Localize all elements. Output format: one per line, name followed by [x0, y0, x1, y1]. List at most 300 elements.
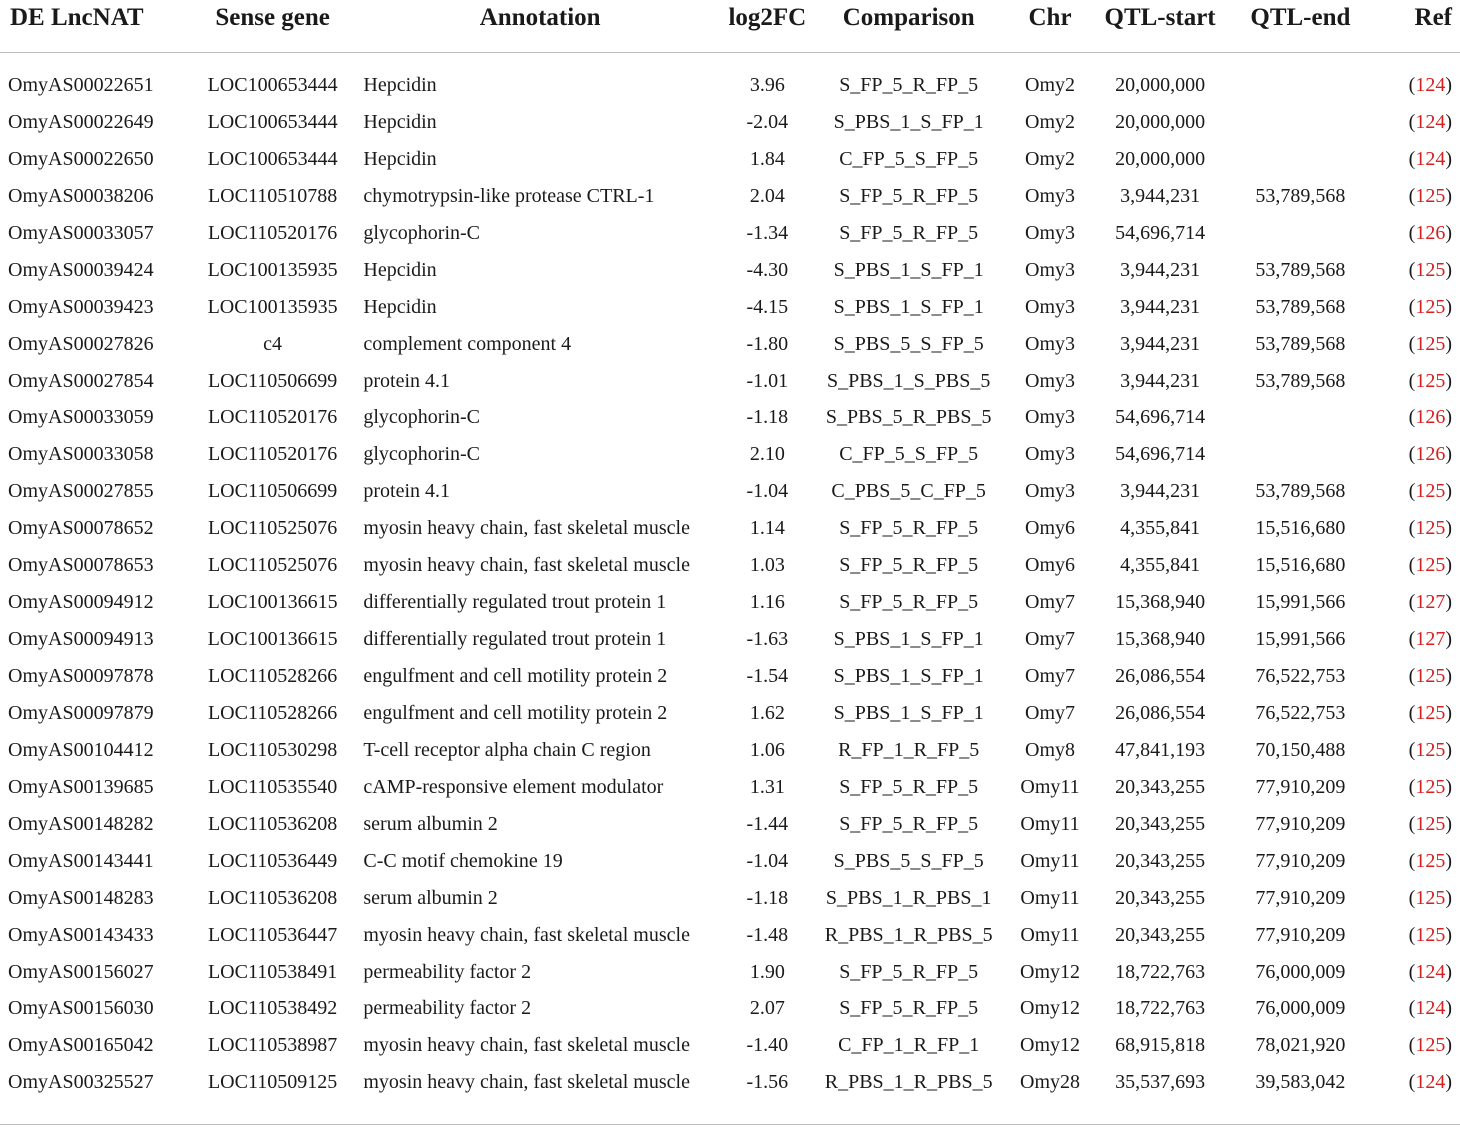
ref-cell: (125) [1408, 369, 1452, 392]
qtl-end-cell: 53,789,568 [1255, 369, 1346, 392]
ref-cell: (125) [1408, 258, 1452, 281]
log2fc-cell: -1.56 [746, 1071, 789, 1094]
reference-link[interactable]: 125 [1415, 517, 1446, 540]
qtl-end-cell: 53,789,568 [1255, 480, 1346, 503]
ref-cell: (124) [1408, 74, 1452, 96]
log2fc-cell: -4.15 [746, 295, 789, 318]
log2fc-cell: 1.16 [749, 591, 785, 614]
sense-gene-cell: LOC110525076 [207, 554, 338, 577]
comparison-cell: S_FP_5_R_FP_5 [839, 775, 979, 798]
comparison-cell: S_PBS_5_R_PBS_5 [825, 406, 992, 429]
qtl-start-cell: 4,355,841 [1120, 517, 1201, 540]
ref-cell: (127) [1408, 591, 1452, 614]
qtl-end-cell: 15,991,566 [1255, 628, 1346, 651]
reference-link[interactable]: 125 [1415, 775, 1446, 798]
table-row [0, 473, 1460, 510]
chr-cell: Omy3 [1025, 443, 1076, 466]
sense-gene-cell: LOC110535540 [207, 775, 338, 798]
chr-cell: Omy2 [1025, 147, 1076, 170]
table-row [0, 436, 1460, 473]
column-header: Comparison [842, 4, 975, 31]
annotation-cell: glycophorin-C [363, 221, 481, 244]
lncnat-cell: OmyAS00027855 [8, 480, 154, 503]
table-row [0, 1064, 1460, 1107]
comparison-cell: R_FP_1_R_FP_5 [838, 738, 980, 761]
annotation-cell: chymotrypsin-like protease CTRL-1 [363, 184, 655, 207]
sense-gene-cell: LOC100135935 [207, 258, 338, 281]
log2fc-cell: -1.40 [746, 1034, 789, 1057]
reference-link[interactable]: 125 [1415, 295, 1446, 318]
reference-link[interactable]: 124 [1415, 1071, 1446, 1094]
qtl-end-cell [1230, 400, 1371, 437]
annotation-cell: differentially regulated trout protein 1 [363, 628, 667, 651]
lncnat-cell: OmyAS00078653 [8, 554, 154, 577]
column-header: Annotation [479, 4, 601, 31]
qtl-start-cell: 47,841,193 [1115, 738, 1206, 761]
chr-cell: Omy3 [1025, 332, 1076, 355]
table-row [0, 252, 1460, 289]
table-row [0, 510, 1460, 547]
qtl-end-cell [1230, 53, 1371, 105]
qtl-end-cell: 78,021,920 [1255, 1034, 1346, 1057]
lncnat-cell: OmyAS00094913 [8, 628, 154, 651]
qtl-start-cell: 20,000,000 [1115, 147, 1206, 170]
log2fc-cell: -1.18 [746, 886, 789, 909]
table-row [0, 178, 1460, 215]
table-row [0, 141, 1460, 178]
log2fc-cell: -1.48 [746, 923, 789, 946]
annotation-cell: engulfment and cell motility protein 2 [363, 665, 668, 688]
log2fc-cell: -4.30 [746, 258, 789, 281]
qtl-start-cell: 54,696,714 [1115, 406, 1206, 429]
qtl-start-cell: 3,944,231 [1120, 332, 1201, 355]
qtl-start-cell: 20,343,255 [1115, 886, 1206, 909]
reference-link[interactable]: 124 [1415, 997, 1446, 1020]
annotation-cell: engulfment and cell motility protein 2 [363, 701, 668, 724]
reference-link[interactable]: 125 [1415, 258, 1446, 281]
comparison-cell: S_PBS_1_S_FP_1 [833, 665, 984, 688]
reference-link[interactable]: 125 [1415, 184, 1446, 207]
qtl-end-cell: 76,522,753 [1255, 665, 1346, 688]
lncnat-cell: OmyAS00139685 [8, 775, 154, 798]
column-header: log2FC [728, 4, 807, 31]
lncnat-cell: OmyAS00039423 [8, 295, 154, 318]
chr-cell: Omy11 [1020, 775, 1080, 798]
sense-gene-cell: LOC110509125 [207, 1071, 338, 1094]
ref-cell: (126) [1408, 443, 1452, 466]
annotation-cell: myosin heavy chain, fast skeletal muscle [363, 923, 690, 946]
table-bottom-rule [0, 1124, 1460, 1125]
comparison-cell: C_FP_5_S_FP_5 [839, 443, 979, 466]
lncnat-cell: OmyAS00022649 [8, 110, 154, 133]
reference-link[interactable]: 125 [1415, 332, 1446, 355]
qtl-end-cell: 15,991,566 [1255, 591, 1346, 614]
log2fc-cell: -1.54 [746, 665, 789, 688]
ref-cell: (124) [1408, 110, 1452, 133]
comparison-cell: S_FP_5_R_FP_5 [839, 74, 979, 96]
log2fc-cell: 1.06 [749, 738, 785, 761]
annotation-cell: differentially regulated trout protein 1 [363, 591, 667, 614]
chr-cell: Omy11 [1020, 812, 1080, 835]
table-row [0, 547, 1460, 584]
reference-link[interactable]: 125 [1415, 665, 1446, 688]
ref-cell: (125) [1408, 775, 1452, 798]
annotation-cell: Hepcidin [363, 258, 437, 281]
comparison-cell: S_PBS_1_S_FP_1 [833, 628, 984, 651]
ref-cell: (124) [1408, 997, 1452, 1020]
qtl-start-cell: 3,944,231 [1120, 258, 1201, 281]
qtl-start-cell: 20,343,255 [1115, 812, 1206, 835]
comparison-cell: C_PBS_5_C_FP_5 [831, 480, 986, 503]
chr-cell: Omy3 [1025, 406, 1076, 429]
qtl-end-cell: 77,910,209 [1255, 886, 1346, 909]
sense-gene-cell: LOC110510788 [207, 184, 338, 207]
sense-gene-cell: LOC100135935 [207, 295, 338, 318]
qtl-end-cell [1230, 436, 1371, 473]
ref-cell: (124) [1408, 147, 1452, 170]
comparison-cell: S_PBS_1_S_FP_1 [833, 258, 984, 281]
table-row [0, 215, 1460, 252]
qtl-end-cell [1230, 141, 1371, 178]
sense-gene-cell: LOC110506699 [207, 480, 338, 503]
qtl-start-cell: 26,086,554 [1115, 665, 1206, 688]
ref-cell: (125) [1408, 332, 1452, 355]
log2fc-cell: -1.04 [746, 849, 789, 872]
table-row [0, 400, 1460, 437]
ref-cell: (126) [1408, 221, 1452, 244]
table-body [0, 53, 1460, 1108]
chr-cell: Omy3 [1025, 480, 1076, 503]
ref-cell: (125) [1408, 480, 1452, 503]
chr-cell: Omy7 [1025, 591, 1076, 614]
comparison-cell: S_PBS_1_S_PBS_5 [826, 369, 991, 392]
table-row [0, 917, 1460, 954]
annotation-cell: Hepcidin [363, 110, 437, 133]
sense-gene-cell: LOC100653444 [207, 74, 338, 96]
chr-cell: Omy11 [1020, 849, 1080, 872]
table-row [0, 326, 1460, 363]
chr-cell: Omy3 [1025, 184, 1076, 207]
table-row [0, 289, 1460, 326]
sense-gene-cell: LOC100653444 [207, 147, 338, 170]
qtl-end-cell: 53,789,568 [1255, 258, 1346, 281]
comparison-cell: S_PBS_1_S_FP_1 [833, 701, 984, 724]
chr-cell: Omy2 [1025, 110, 1076, 133]
ref-cell: (125) [1408, 554, 1452, 577]
reference-link[interactable]: 125 [1415, 849, 1446, 872]
table-row [0, 732, 1460, 769]
comparison-cell: C_FP_1_R_FP_1 [838, 1034, 980, 1057]
comparison-cell: R_PBS_1_R_PBS_5 [824, 923, 993, 946]
lncnat-cell: OmyAS00097879 [8, 701, 154, 724]
lncnat-cell: OmyAS00325527 [8, 1071, 154, 1094]
table-row [0, 769, 1460, 806]
annotation-cell: permeability factor 2 [363, 997, 532, 1020]
qtl-start-cell: 15,368,940 [1115, 628, 1206, 651]
qtl-start-cell: 20,000,000 [1115, 110, 1206, 133]
comparison-cell: S_FP_5_R_FP_5 [839, 812, 979, 835]
log2fc-cell: -1.63 [746, 628, 789, 651]
log2fc-cell: 3.96 [749, 74, 785, 96]
qtl-start-cell: 15,368,940 [1115, 591, 1206, 614]
log2fc-cell: 1.62 [749, 701, 785, 724]
sense-gene-cell: LOC110528266 [207, 701, 338, 724]
qtl-start-cell: 4,355,841 [1120, 554, 1201, 577]
log2fc-cell: -1.18 [746, 406, 789, 429]
ref-cell: (124) [1408, 1071, 1452, 1094]
lncnat-cell: OmyAS00156030 [8, 997, 154, 1020]
qtl-start-cell: 68,915,818 [1115, 1034, 1206, 1057]
log2fc-cell: 2.07 [749, 997, 785, 1020]
comparison-cell: S_PBS_5_S_FP_5 [833, 332, 984, 355]
qtl-start-cell: 20,000,000 [1115, 74, 1206, 96]
reference-link[interactable]: 127 [1415, 628, 1446, 651]
table-row [0, 621, 1460, 658]
ref-cell: (125) [1408, 517, 1452, 540]
annotation-cell: cAMP-responsive element modulator [363, 775, 664, 798]
chr-cell: Omy11 [1020, 886, 1080, 909]
qtl-end-cell: 77,910,209 [1255, 812, 1346, 835]
qtl-end-cell: 15,516,680 [1255, 517, 1346, 540]
chr-cell: Omy3 [1025, 369, 1076, 392]
comparison-cell: R_PBS_1_R_PBS_5 [824, 1071, 993, 1094]
qtl-start-cell: 18,722,763 [1115, 997, 1206, 1020]
comparison-cell: C_FP_5_S_FP_5 [839, 147, 979, 170]
log2fc-cell: -1.80 [746, 332, 789, 355]
lncnat-cell: OmyAS00156027 [8, 960, 154, 983]
comparison-cell: S_PBS_5_S_FP_5 [833, 849, 984, 872]
reference-link[interactable]: 125 [1415, 701, 1446, 724]
chr-cell: Omy7 [1025, 665, 1076, 688]
qtl-end-cell: 53,789,568 [1255, 184, 1346, 207]
reference-link[interactable]: 127 [1415, 591, 1446, 614]
log2fc-cell: 1.90 [749, 960, 785, 983]
log2fc-cell: 2.10 [749, 443, 785, 466]
annotation-cell: serum albumin 2 [363, 812, 498, 835]
reference-link[interactable]: 126 [1415, 221, 1446, 244]
reference-link[interactable]: 124 [1415, 74, 1446, 96]
qtl-start-cell: 20,343,255 [1115, 923, 1206, 946]
qtl-end-cell: 53,789,568 [1255, 332, 1346, 355]
chr-cell: Omy3 [1025, 221, 1076, 244]
lncnat-cell: OmyAS00022651 [8, 74, 154, 96]
table-row [0, 1027, 1460, 1064]
lncnat-cell: OmyAS00027854 [8, 369, 154, 392]
qtl-start-cell: 3,944,231 [1120, 369, 1201, 392]
chr-cell: Omy8 [1025, 738, 1076, 761]
sense-gene-cell: LOC100136615 [207, 628, 338, 651]
log2fc-cell: 1.84 [749, 147, 785, 170]
sense-gene-cell: LOC110520176 [207, 406, 338, 429]
log2fc-cell: -1.04 [746, 480, 789, 503]
annotation-cell: myosin heavy chain, fast skeletal muscle [363, 1071, 690, 1094]
qtl-end-cell: 76,522,753 [1255, 701, 1346, 724]
chr-cell: Omy3 [1025, 258, 1076, 281]
chr-cell: Omy12 [1020, 1034, 1081, 1057]
reference-link[interactable]: 125 [1415, 812, 1446, 835]
log2fc-cell: -1.01 [746, 369, 789, 392]
ref-cell: (125) [1408, 665, 1452, 688]
comparison-cell: S_FP_5_R_FP_5 [839, 960, 979, 983]
qtl-end-cell: 77,910,209 [1255, 775, 1346, 798]
annotation-cell: protein 4.1 [363, 480, 451, 503]
qtl-start-cell: 3,944,231 [1120, 184, 1201, 207]
qtl-end-cell: 53,789,568 [1255, 295, 1346, 318]
sense-gene-cell: c4 [263, 332, 283, 355]
qtl-end-cell: 70,150,488 [1255, 738, 1346, 761]
lncnat-cell: OmyAS00104412 [8, 738, 154, 761]
ref-cell: (125) [1408, 295, 1452, 318]
qtl-end-cell: 39,583,042 [1255, 1071, 1346, 1094]
column-header: Chr [1028, 4, 1072, 31]
ref-cell: (124) [1408, 960, 1452, 983]
qtl-start-cell: 20,343,255 [1115, 775, 1206, 798]
lncnat-cell: OmyAS00022650 [8, 147, 154, 170]
lncnat-cell: OmyAS00148282 [8, 812, 154, 835]
sense-gene-cell: LOC110506699 [207, 369, 338, 392]
annotation-cell: Hepcidin [363, 147, 437, 170]
lncnat-cell: OmyAS00165042 [8, 1034, 154, 1057]
annotation-cell: serum albumin 2 [363, 886, 498, 909]
reference-link[interactable]: 125 [1415, 738, 1446, 761]
comparison-cell: S_PBS_1_S_FP_1 [833, 295, 984, 318]
lncnat-cell: OmyAS00143433 [8, 923, 154, 946]
table-row [0, 584, 1460, 621]
annotation-cell: protein 4.1 [363, 369, 451, 392]
annotation-cell: myosin heavy chain, fast skeletal muscle [363, 517, 690, 540]
sense-gene-cell: LOC110538987 [207, 1034, 338, 1057]
reference-link[interactable]: 125 [1415, 369, 1446, 392]
lncnat-cell: OmyAS00039424 [8, 258, 154, 281]
comparison-cell: S_PBS_1_R_PBS_1 [825, 886, 992, 909]
sense-gene-cell: LOC100136615 [207, 591, 338, 614]
qtl-start-cell: 20,343,255 [1115, 849, 1206, 872]
reference-link[interactable]: 126 [1415, 406, 1446, 429]
sense-gene-cell: LOC110520176 [207, 221, 338, 244]
log2fc-cell: 2.04 [749, 184, 785, 207]
lncnat-cell: OmyAS00038206 [8, 184, 154, 207]
reference-link[interactable]: 124 [1415, 960, 1446, 983]
ref-cell: (126) [1408, 406, 1452, 429]
comparison-cell: S_FP_5_R_FP_5 [839, 221, 979, 244]
comparison-cell: S_FP_5_R_FP_5 [839, 517, 979, 540]
table-row [0, 363, 1460, 400]
lncnat-cell: OmyAS00097878 [8, 665, 154, 688]
reference-link[interactable]: 125 [1415, 886, 1446, 909]
reference-link[interactable]: 126 [1415, 443, 1446, 466]
qtl-end-cell [1230, 104, 1371, 141]
ref-cell: (125) [1408, 738, 1452, 761]
chr-cell: Omy7 [1025, 628, 1076, 651]
qtl-end-cell: 76,000,009 [1255, 960, 1346, 983]
qtl-start-cell: 3,944,231 [1120, 480, 1201, 503]
comparison-cell: S_FP_5_R_FP_5 [839, 184, 979, 207]
qtl-end-cell: 77,910,209 [1255, 849, 1346, 872]
log2fc-cell: -1.34 [746, 221, 789, 244]
column-header: Sense gene [215, 4, 330, 31]
sense-gene-cell: LOC100653444 [207, 110, 338, 133]
table-row [0, 104, 1460, 141]
lncnat-cell: OmyAS00078652 [8, 517, 154, 540]
lncnat-cell: OmyAS00033057 [8, 221, 154, 244]
table-row [0, 53, 1460, 105]
qtl-start-cell: 18,722,763 [1115, 960, 1206, 983]
annotation-cell: myosin heavy chain, fast skeletal muscle [363, 554, 690, 577]
chr-cell: Omy11 [1020, 923, 1080, 946]
table-row [0, 843, 1460, 880]
annotation-cell: complement component 4 [363, 332, 572, 355]
sense-gene-cell: LOC110528266 [207, 665, 338, 688]
qtl-start-cell: 3,944,231 [1120, 295, 1201, 318]
log2fc-cell: -1.44 [746, 812, 789, 835]
ref-cell: (125) [1408, 1034, 1452, 1057]
sense-gene-cell: LOC110536208 [207, 886, 338, 909]
reference-link[interactable]: 125 [1415, 554, 1446, 577]
annotation-cell: T-cell receptor alpha chain C region [363, 738, 651, 761]
lncnat-cell: OmyAS00143441 [8, 849, 154, 872]
table-row [0, 658, 1460, 695]
lncnat-cell: OmyAS00148283 [8, 886, 154, 909]
annotation-cell: myosin heavy chain, fast skeletal muscle [363, 1034, 690, 1057]
table-row [0, 880, 1460, 917]
sense-gene-cell: LOC110536449 [207, 849, 338, 872]
column-header: QTL-end [1250, 4, 1351, 31]
reference-link[interactable]: 125 [1415, 923, 1446, 946]
ref-cell: (125) [1408, 886, 1452, 909]
comparison-cell: S_PBS_1_S_FP_1 [833, 110, 984, 133]
ref-cell: (125) [1408, 849, 1452, 872]
log2fc-cell: -2.04 [746, 110, 789, 133]
qtl-start-cell: 26,086,554 [1115, 701, 1206, 724]
qtl-start-cell: 54,696,714 [1115, 443, 1206, 466]
qtl-end-cell [1230, 215, 1371, 252]
chr-cell: Omy6 [1025, 517, 1076, 540]
qtl-start-cell: 54,696,714 [1115, 221, 1206, 244]
sense-gene-cell: LOC110538491 [207, 960, 338, 983]
reference-link[interactable]: 125 [1415, 1034, 1446, 1057]
chr-cell: Omy2 [1025, 74, 1076, 96]
chr-cell: Omy6 [1025, 554, 1076, 577]
comparison-cell: S_FP_5_R_FP_5 [839, 591, 979, 614]
reference-link[interactable]: 125 [1415, 480, 1446, 503]
header-row [0, 0, 1460, 53]
qtl-end-cell: 15,516,680 [1255, 554, 1346, 577]
chr-cell: Omy12 [1020, 997, 1081, 1020]
sense-gene-cell: LOC110520176 [207, 443, 338, 466]
annotation-cell: Hepcidin [363, 74, 437, 96]
column-header: QTL-start [1104, 4, 1216, 31]
comparison-cell: S_FP_5_R_FP_5 [839, 554, 979, 577]
reference-link[interactable]: 124 [1415, 147, 1446, 170]
ref-cell: (125) [1408, 923, 1452, 946]
sense-gene-cell: LOC110536447 [207, 923, 338, 946]
sense-gene-cell: LOC110530298 [207, 738, 338, 761]
column-header: DE LncNAT [10, 4, 144, 31]
log2fc-cell: 1.14 [749, 517, 785, 540]
lncnat-cell: OmyAS00033059 [8, 406, 154, 429]
annotation-cell: permeability factor 2 [363, 960, 532, 983]
sense-gene-cell: LOC110525076 [207, 517, 338, 540]
qtl-end-cell: 77,910,209 [1255, 923, 1346, 946]
chr-cell: Omy3 [1025, 295, 1076, 318]
qtl-end-cell: 76,000,009 [1255, 997, 1346, 1020]
lncnat-cell: OmyAS00094912 [8, 591, 154, 614]
lncnat-cell: OmyAS00027826 [8, 332, 154, 355]
column-header: Ref [1414, 4, 1452, 31]
log2fc-cell: 1.03 [749, 554, 785, 577]
reference-link[interactable]: 124 [1415, 110, 1446, 133]
annotation-cell: C-C motif chemokine 19 [363, 849, 563, 872]
